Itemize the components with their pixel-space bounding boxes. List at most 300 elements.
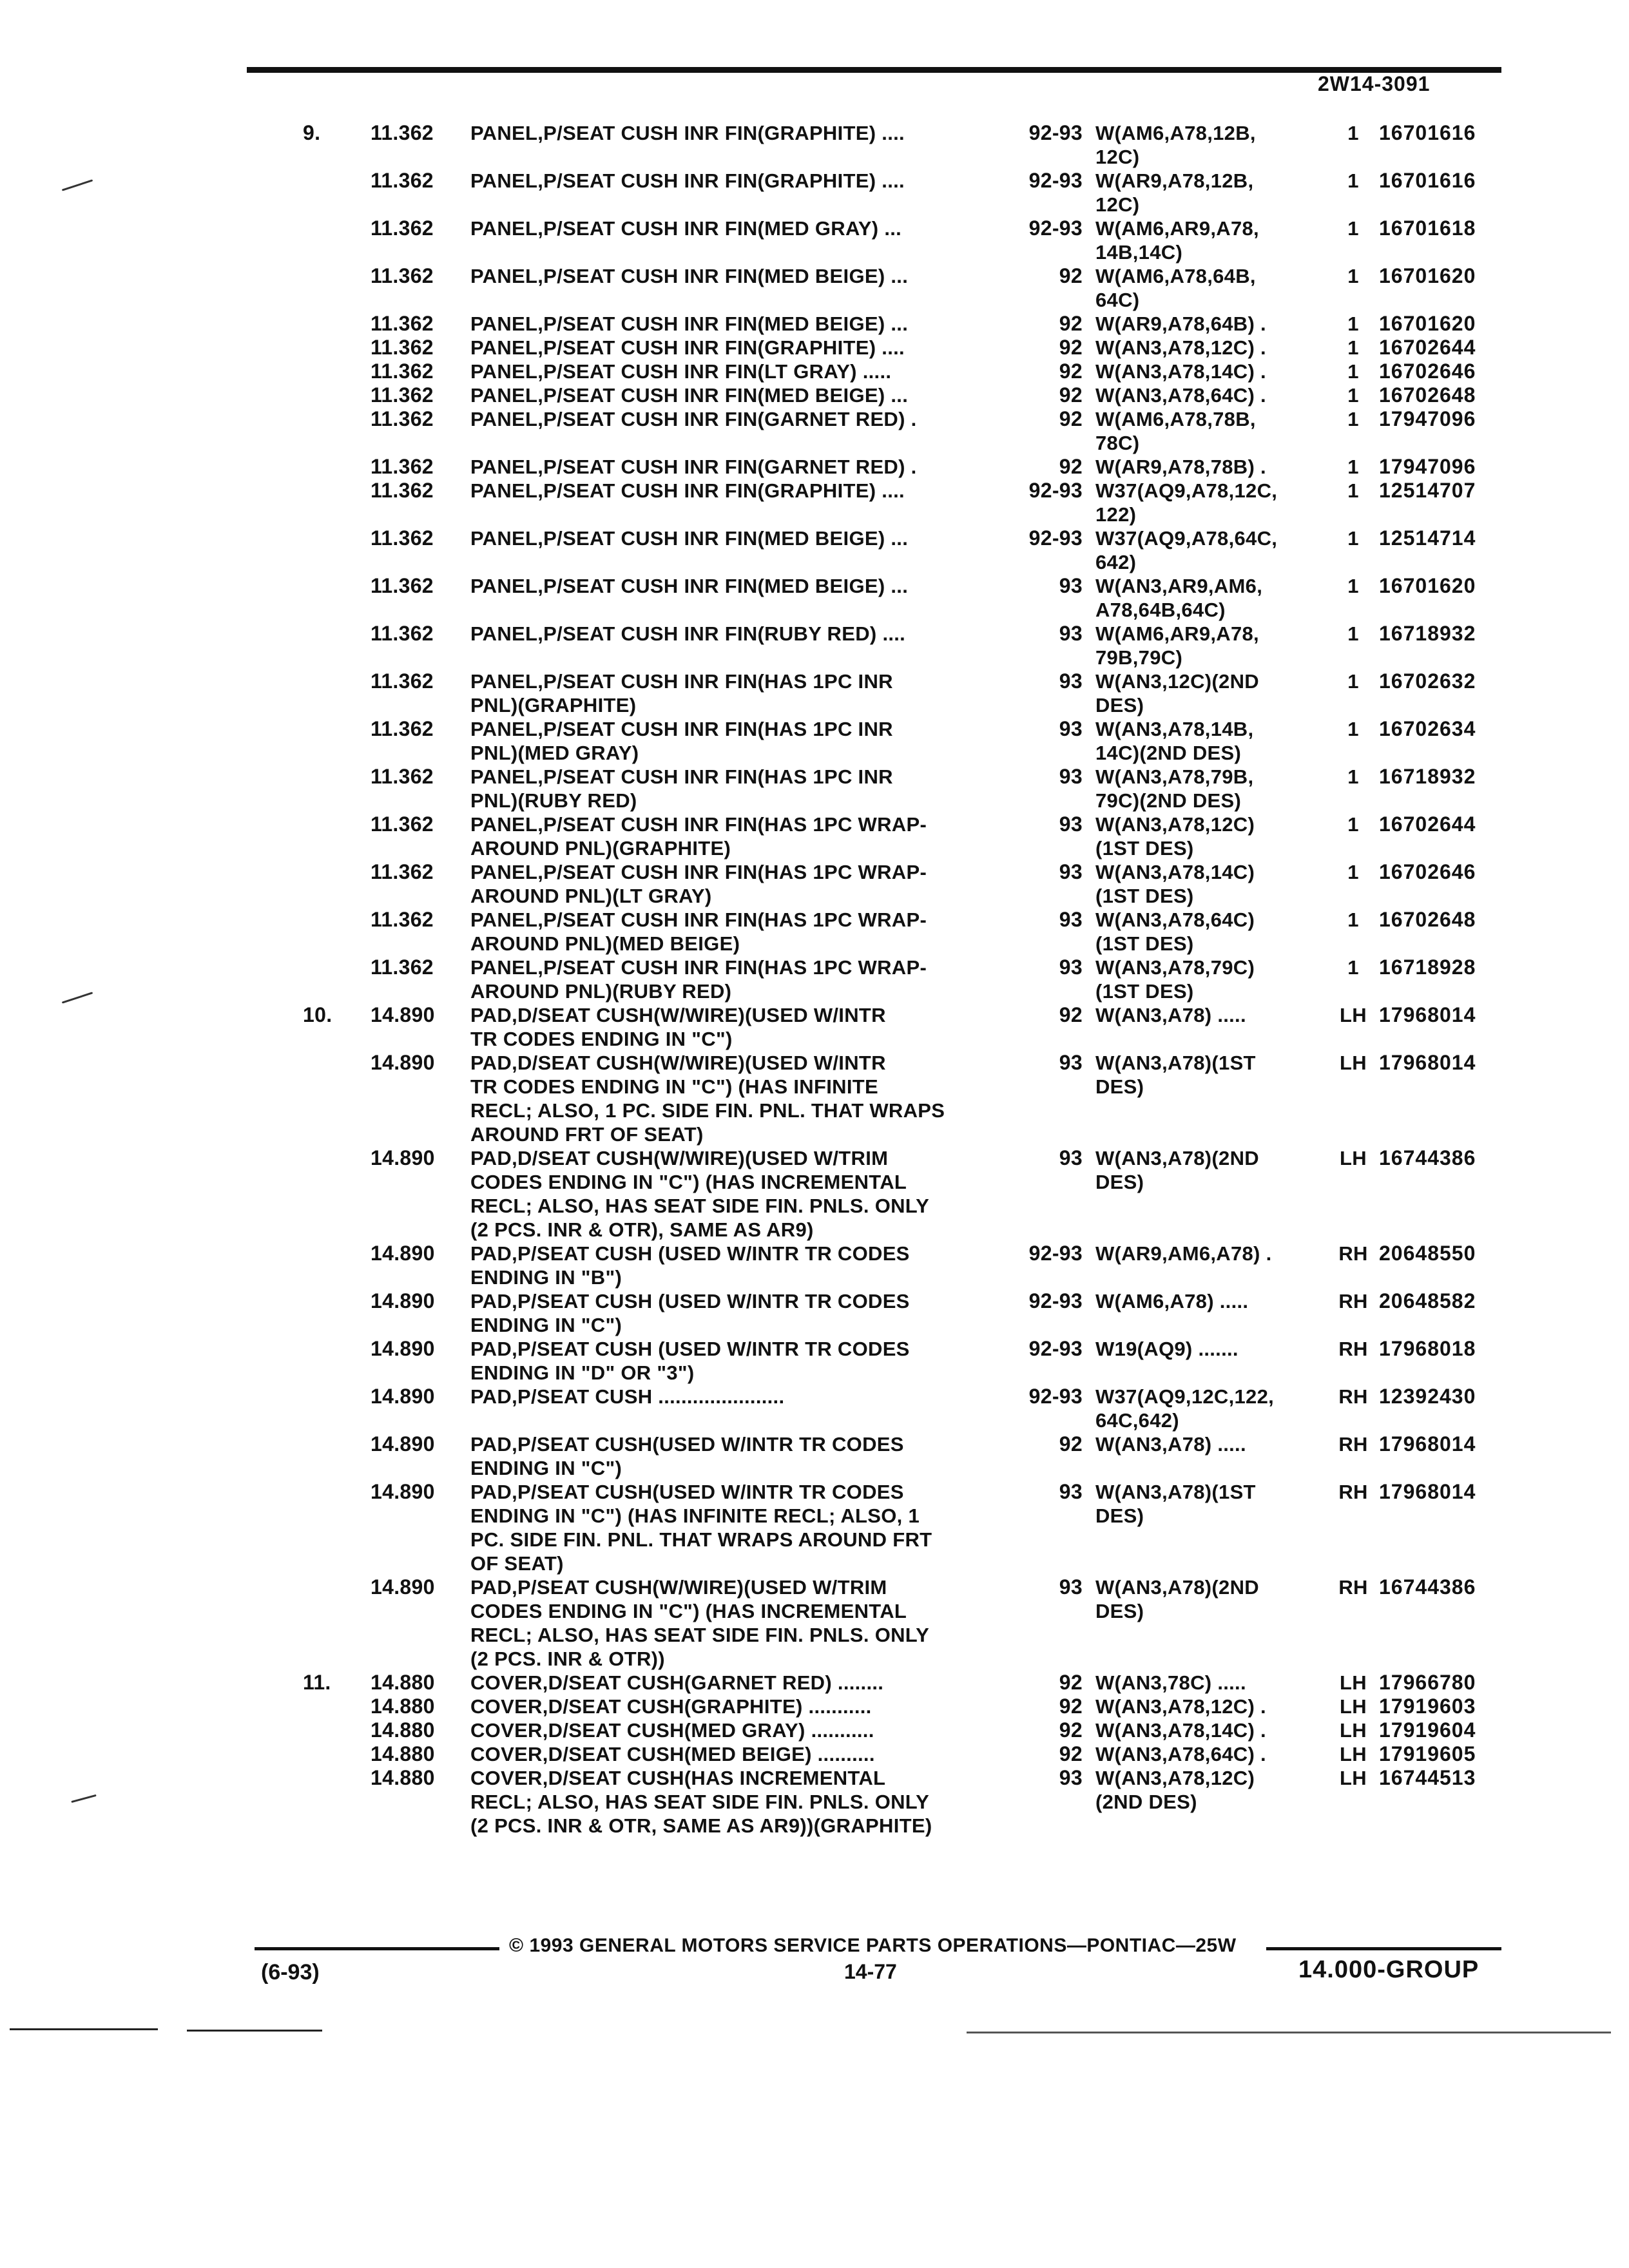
part-name: PAD <box>470 1242 512 1265</box>
quantity: RH <box>1338 1385 1368 1408</box>
part-description <box>470 622 999 646</box>
part-row <box>0 1432 1629 1480</box>
part-name: PANEL <box>470 527 538 550</box>
part-name: COVER <box>470 1671 543 1694</box>
part-detail: ,P/SEAT CUSH INR FIN(MED GRAY) ... <box>537 217 902 240</box>
part-number: 16702646 <box>1379 360 1476 383</box>
part-description <box>470 574 999 598</box>
part-name: PANEL <box>470 384 538 407</box>
part-number: 20648550 <box>1379 1242 1476 1265</box>
part-detail: ,P/SEAT CUSH INR FIN(HAS 1PC INR PNL)(RUBY RED) <box>470 765 893 812</box>
part-row <box>0 860 1629 908</box>
part-name: PANEL <box>470 765 538 788</box>
part-description <box>470 479 999 503</box>
part-number: 16744386 <box>1379 1575 1476 1599</box>
part-detail: ,P/SEAT CUSH INR FIN(HAS 1PC WRAP- AROUND PNL)(GRAPHITE) <box>470 813 927 860</box>
model-year: 93 <box>1059 622 1083 645</box>
usage-codes: W(AN3,A78,12C) (1ST DES) <box>1095 813 1255 860</box>
part-number: 17919604 <box>1379 1718 1476 1742</box>
part-number: 16702646 <box>1379 860 1476 883</box>
part-description <box>470 956 999 1003</box>
part-name: PANEL <box>470 122 538 144</box>
quantity: 1 <box>1347 169 1359 192</box>
part-detail: ,P/SEAT CUSH(USED W/INTR TR CODES ENDING IN "C") <box>470 1433 904 1479</box>
part-detail: ,P/SEAT CUSH INR FIN(HAS 1PC WRAP- AROUND PNL)(MED BEIGE) <box>470 908 927 955</box>
model-year: 93 <box>1059 1051 1083 1074</box>
usage-codes: W(AN3,A78,64C) . <box>1095 1743 1266 1765</box>
quantity: 1 <box>1347 360 1359 383</box>
part-description <box>470 1695 999 1718</box>
usage-codes: W(AN3,A78,14C) . <box>1095 360 1266 383</box>
group-number: 14.880 <box>371 1695 435 1718</box>
quantity: LH <box>1340 1719 1367 1742</box>
model-year: 93 <box>1059 812 1083 836</box>
part-row <box>0 216 1629 264</box>
part-description <box>470 1289 999 1337</box>
part-name: PANEL <box>470 575 538 597</box>
part-number: 17968014 <box>1379 1480 1476 1503</box>
part-description <box>470 1671 999 1695</box>
model-year: 93 <box>1059 1766 1083 1789</box>
quantity: LH <box>1340 1147 1367 1169</box>
part-row <box>0 765 1629 812</box>
group-number: 14.880 <box>371 1766 435 1789</box>
part-name: PAD <box>470 1147 512 1169</box>
usage-codes: W(AN3,A78,64C) . <box>1095 384 1266 407</box>
group-number: 14.890 <box>371 1575 435 1599</box>
group-number: 11.362 <box>371 264 434 287</box>
part-name: PANEL <box>470 217 538 240</box>
part-description <box>470 264 999 288</box>
part-detail: ,P/SEAT CUSH INR FIN(GRAPHITE) .... <box>537 122 905 144</box>
part-detail: ,P/SEAT CUSH ...................... <box>512 1385 785 1408</box>
part-description <box>470 669 999 717</box>
document-id: 2W14-3091 <box>1318 72 1431 95</box>
part-description <box>470 1242 999 1289</box>
model-year: 92-93 <box>1028 526 1083 550</box>
part-number: 16702634 <box>1379 717 1476 740</box>
bottom-scan-line <box>187 2030 322 2032</box>
part-row <box>0 526 1629 574</box>
part-row <box>0 383 1629 407</box>
part-name: PANEL <box>470 908 538 931</box>
part-detail: ,P/SEAT CUSH INR FIN(GARNET RED) . <box>537 408 917 430</box>
group-number: 14.890 <box>371 1003 435 1026</box>
copyright-line: © 1993 GENERAL MOTORS SERVICE PARTS OPERATIONS—PONTIAC—25W <box>509 1935 1237 1956</box>
part-detail: ,P/SEAT CUSH INR FIN(GRAPHITE) .... <box>537 479 905 502</box>
part-number: 16702648 <box>1379 383 1476 407</box>
usage-codes: W(AM6,A78) ..... <box>1095 1290 1249 1312</box>
part-number: 12514707 <box>1379 479 1476 502</box>
quantity: RH <box>1338 1242 1368 1265</box>
part-detail: ,D/SEAT CUSH(GARNET RED) ........ <box>542 1671 884 1694</box>
part-row <box>0 455 1629 479</box>
quantity: LH <box>1340 1695 1367 1718</box>
part-description <box>470 121 999 145</box>
part-number: 16701620 <box>1379 574 1476 597</box>
revision-date: (6-93) <box>261 1960 320 1984</box>
part-description <box>470 1051 999 1146</box>
part-detail: ,P/SEAT CUSH INR FIN(MED BEIGE) ... <box>537 265 909 287</box>
group-number: 14.890 <box>371 1289 435 1312</box>
group-number: 14.890 <box>371 1385 435 1408</box>
part-number: 17947096 <box>1379 407 1476 430</box>
quantity: RH <box>1338 1481 1368 1503</box>
quantity: RH <box>1338 1338 1368 1360</box>
part-name: PANEL <box>470 456 538 478</box>
usage-codes: W(AN3,78C) ..... <box>1095 1671 1246 1694</box>
part-number: 16701620 <box>1379 264 1476 287</box>
part-detail: ,P/SEAT CUSH INR FIN(HAS 1PC WRAP- AROUND PNL)(LT GRAY) <box>470 861 927 907</box>
usage-codes: W(AN3,A78,14C) (1ST DES) <box>1095 861 1255 907</box>
quantity: 1 <box>1347 336 1359 359</box>
usage-codes: W(AN3,A78,14B, 14C)(2ND DES) <box>1095 718 1254 764</box>
part-number: 16701616 <box>1379 121 1476 144</box>
part-name: COVER <box>470 1719 543 1742</box>
group-number: 11.362 <box>371 812 434 836</box>
model-year: 93 <box>1059 574 1083 597</box>
part-name: PANEL <box>470 360 538 383</box>
usage-codes: W19(AQ9) ....... <box>1095 1338 1239 1360</box>
group-number: 11.362 <box>371 383 434 407</box>
usage-codes: W(AN3,A78)(1ST DES) <box>1095 1052 1256 1098</box>
usage-codes: W(AN3,A78,79B, 79C)(2ND DES) <box>1095 765 1254 812</box>
group-number: 14.890 <box>371 1146 435 1169</box>
group-number: 11.362 <box>371 765 434 788</box>
page-number: 14-77 <box>844 1960 897 1983</box>
group-number: 11.362 <box>371 669 434 693</box>
part-name: PAD <box>470 1338 512 1360</box>
model-year: 93 <box>1059 908 1083 931</box>
part-row <box>0 1695 1629 1718</box>
model-year: 92-93 <box>1028 1337 1083 1360</box>
part-description <box>470 336 999 360</box>
usage-codes: W(AN3,A78,12C) . <box>1095 336 1266 359</box>
part-number: 16718932 <box>1379 622 1476 645</box>
usage-codes: W(AN3,A78) ..... <box>1095 1004 1246 1026</box>
part-detail: ,P/SEAT CUSH (USED W/INTR TR CODES ENDING IN "C") <box>470 1290 910 1336</box>
part-detail: ,P/SEAT CUSH (USED W/INTR TR CODES ENDING IN "B") <box>470 1242 910 1289</box>
part-row <box>0 1385 1629 1432</box>
part-name: PAD <box>470 1576 512 1599</box>
part-row <box>0 1718 1629 1742</box>
usage-codes: W(AN3,A78)(1ST DES) <box>1095 1481 1256 1527</box>
part-name: PANEL <box>470 169 538 192</box>
part-number: 17919603 <box>1379 1695 1476 1718</box>
model-year: 92 <box>1059 1003 1083 1026</box>
usage-codes: W(AM6,A78,64B, 64C) <box>1095 265 1256 311</box>
part-number: 17947096 <box>1379 455 1476 478</box>
part-name: PAD <box>470 1052 512 1074</box>
group-number: 11.362 <box>371 169 434 192</box>
part-description <box>470 526 999 550</box>
part-detail: ,P/SEAT CUSH (USED W/INTR TR CODES ENDING IN "D" OR "3") <box>470 1338 910 1384</box>
part-row <box>0 1575 1629 1671</box>
usage-codes: W(AM6,AR9,A78, 79B,79C) <box>1095 622 1259 669</box>
part-number: 17968014 <box>1379 1051 1476 1074</box>
model-year: 92 <box>1059 264 1083 287</box>
part-description <box>470 765 999 812</box>
quantity: 1 <box>1347 479 1359 502</box>
usage-codes: W(AR9,A78,78B) . <box>1095 456 1266 478</box>
model-year: 92-93 <box>1028 216 1083 240</box>
quantity: RH <box>1338 1290 1368 1312</box>
part-description <box>470 360 999 383</box>
model-year: 92 <box>1059 1432 1083 1456</box>
model-year: 93 <box>1059 717 1083 740</box>
group-number: 11.362 <box>371 908 434 931</box>
part-detail: ,P/SEAT CUSH INR FIN(LT GRAY) ..... <box>537 360 892 383</box>
part-number: 16702632 <box>1379 669 1476 693</box>
part-number: 16702644 <box>1379 336 1476 359</box>
usage-codes: W(AN3,A78)(2ND DES) <box>1095 1147 1259 1193</box>
part-name: PANEL <box>470 718 538 740</box>
model-year: 92 <box>1059 1671 1083 1694</box>
part-number: 17919605 <box>1379 1742 1476 1765</box>
part-description <box>470 1337 999 1385</box>
quantity: 1 <box>1347 408 1359 430</box>
group-number: 14.890 <box>371 1051 435 1074</box>
part-name: PAD <box>470 1004 512 1026</box>
quantity: 1 <box>1347 908 1359 931</box>
part-detail: ,P/SEAT CUSH INR FIN(MED BEIGE) ... <box>537 312 909 335</box>
part-detail: ,P/SEAT CUSH INR FIN(HAS 1PC WRAP- AROUND PNL)(RUBY RED) <box>470 956 927 1003</box>
part-number: 20648582 <box>1379 1289 1476 1312</box>
part-number: 16701620 <box>1379 312 1476 335</box>
model-year: 92-93 <box>1028 121 1083 144</box>
part-description <box>470 455 999 479</box>
part-detail: ,D/SEAT CUSH(HAS INCREMENTAL RECL; ALSO, HAS SEAT SIDE FIN. PNLS. ONLY (2 PCS. INR & OTR, SAME AS AR9))(GRAPHITE) <box>470 1767 932 1837</box>
quantity: 1 <box>1347 265 1359 287</box>
part-name: PANEL <box>470 813 538 836</box>
part-detail: ,P/SEAT CUSH INR FIN(MED BEIGE) ... <box>537 384 909 407</box>
part-number: 16701616 <box>1379 169 1476 192</box>
group-number: 11.362 <box>371 360 434 383</box>
group-number: 14.890 <box>371 1242 435 1265</box>
part-number: 16718928 <box>1379 956 1476 979</box>
part-description <box>470 1003 999 1051</box>
group-number: 11.362 <box>371 622 434 645</box>
group-number: 11.362 <box>371 956 434 979</box>
part-name: PANEL <box>470 670 538 693</box>
model-year: 92 <box>1059 383 1083 407</box>
model-year: 92 <box>1059 407 1083 430</box>
quantity: 1 <box>1347 456 1359 478</box>
model-year: 92 <box>1059 1695 1083 1718</box>
quantity: 1 <box>1347 312 1359 335</box>
model-year: 92-93 <box>1028 1289 1083 1312</box>
part-detail: ,P/SEAT CUSH(W/WIRE)(USED W/TRIM CODES ENDING IN "C") (HAS INCREMENTAL RECL; ALSO, HAS SEAT SIDE FIN. PNLS. ONLY (2 PCS. INR & OTR)) <box>470 1576 930 1670</box>
model-year: 93 <box>1059 1146 1083 1169</box>
part-row <box>0 669 1629 717</box>
model-year: 93 <box>1059 1575 1083 1599</box>
part-description <box>470 908 999 956</box>
model-year: 92-93 <box>1028 1242 1083 1265</box>
group-label: 14.000-GROUP <box>1298 1956 1480 1983</box>
quantity: 1 <box>1347 956 1359 979</box>
part-description <box>470 1385 999 1408</box>
part-description <box>470 1575 999 1671</box>
part-description <box>470 717 999 765</box>
quantity: LH <box>1340 1671 1367 1694</box>
part-name: PAD <box>470 1433 512 1456</box>
group-number: 14.890 <box>371 1480 435 1503</box>
part-description <box>470 1766 999 1838</box>
part-description <box>470 169 999 193</box>
group-number: 11.362 <box>371 860 434 883</box>
part-number: 17968014 <box>1379 1003 1476 1026</box>
part-description <box>470 216 999 240</box>
part-row <box>0 574 1629 622</box>
part-row <box>0 1289 1629 1337</box>
usage-codes: W37(AQ9,A78,64C, 642) <box>1095 527 1278 573</box>
part-name: PANEL <box>470 265 538 287</box>
group-number: 11.362 <box>371 526 434 550</box>
item-number: 10. <box>303 1003 333 1026</box>
quantity: LH <box>1340 1767 1367 1789</box>
part-name: PAD <box>470 1385 512 1408</box>
model-year: 92 <box>1059 336 1083 359</box>
model-year: 92 <box>1059 1742 1083 1765</box>
item-number: 9. <box>303 121 321 144</box>
part-name: PAD <box>470 1481 512 1503</box>
part-detail: ,P/SEAT CUSH INR FIN(GRAPHITE) .... <box>537 169 905 192</box>
part-number: 12514714 <box>1379 526 1476 550</box>
part-number: 17968014 <box>1379 1432 1476 1456</box>
part-name: PANEL <box>470 408 538 430</box>
part-description <box>470 312 999 336</box>
part-row <box>0 479 1629 526</box>
part-row <box>0 1742 1629 1766</box>
part-name: COVER <box>470 1767 543 1789</box>
part-detail: ,P/SEAT CUSH INR FIN(RUBY RED) .... <box>537 622 906 645</box>
part-name: PANEL <box>470 336 538 359</box>
part-description <box>470 407 999 431</box>
quantity: 1 <box>1347 217 1359 240</box>
group-number: 11.362 <box>371 407 434 430</box>
part-detail: ,D/SEAT CUSH(W/WIRE)(USED W/INTR TR CODES ENDING IN "C") (HAS INFINITE RECL; ALSO, 1 PC. SIDE FIN. PNL. THAT WRAPS AROUND FRT OF SEAT) <box>470 1052 945 1146</box>
usage-codes: W(AR9,AM6,A78) . <box>1095 1242 1272 1265</box>
part-number: 16701618 <box>1379 216 1476 240</box>
part-description <box>470 1742 999 1766</box>
part-row <box>0 622 1629 669</box>
part-detail: ,D/SEAT CUSH(W/WIRE)(USED W/INTR TR CODES ENDING IN "C") <box>470 1004 886 1050</box>
bottom-scan-line <box>967 2032 1611 2033</box>
group-number: 11.362 <box>371 121 434 144</box>
part-description <box>470 812 999 860</box>
part-row <box>0 1766 1629 1838</box>
part-description <box>470 1146 999 1242</box>
part-number: 16718932 <box>1379 765 1476 788</box>
group-number: 14.880 <box>371 1742 435 1765</box>
usage-codes: W(AN3,A78,12C) . <box>1095 1695 1266 1718</box>
usage-codes: W(AN3,A78,12C) (2ND DES) <box>1095 1767 1255 1813</box>
quantity: 1 <box>1347 861 1359 883</box>
part-row <box>0 1480 1629 1575</box>
part-description <box>470 1718 999 1742</box>
part-number: 12392430 <box>1379 1385 1476 1408</box>
part-row <box>0 1003 1629 1051</box>
quantity: RH <box>1338 1433 1368 1456</box>
model-year: 92 <box>1059 1718 1083 1742</box>
usage-codes: W(AN3,AR9,AM6, A78,64B,64C) <box>1095 575 1263 621</box>
usage-codes: W(AR9,A78,64B) . <box>1095 312 1266 335</box>
group-number: 14.890 <box>371 1432 435 1456</box>
quantity: 1 <box>1347 384 1359 407</box>
part-detail: ,P/SEAT CUSH INR FIN(MED BEIGE) ... <box>537 575 909 597</box>
model-year: 92-93 <box>1028 1385 1083 1408</box>
quantity: RH <box>1338 1576 1368 1599</box>
part-name: PANEL <box>470 622 538 645</box>
part-row <box>0 956 1629 1003</box>
part-detail: ,D/SEAT CUSH(W/WIRE)(USED W/TRIM CODES ENDING IN "C") (HAS INCREMENTAL RECL; ALSO, HAS SEAT SIDE FIN. PNLS. ONLY (2 PCS. INR & OTR), SAME AS AR9) <box>470 1147 930 1241</box>
usage-codes: W(AN3,12C)(2ND DES) <box>1095 670 1259 716</box>
part-number: 17968018 <box>1379 1337 1476 1360</box>
part-name: PANEL <box>470 479 538 502</box>
usage-codes: W(AM6,A78,78B, 78C) <box>1095 408 1256 454</box>
part-row <box>0 717 1629 765</box>
group-number: 11.362 <box>371 336 434 359</box>
part-row <box>0 1146 1629 1242</box>
group-number: 11.362 <box>371 574 434 597</box>
quantity: 1 <box>1347 622 1359 645</box>
usage-codes: W37(AQ9,12C,122, 64C,642) <box>1095 1385 1275 1432</box>
usage-codes: W(AN3,A78) ..... <box>1095 1433 1246 1456</box>
footer-rule-left <box>255 1947 499 1950</box>
quantity: LH <box>1340 1004 1367 1026</box>
part-detail: ,D/SEAT CUSH(MED GRAY) ........... <box>542 1719 874 1742</box>
part-row <box>0 121 1629 169</box>
usage-codes: W(AN3,A78,79C) (1ST DES) <box>1095 956 1255 1003</box>
model-year: 93 <box>1059 956 1083 979</box>
quantity: LH <box>1340 1743 1367 1765</box>
model-year: 92-93 <box>1028 479 1083 502</box>
model-year: 93 <box>1059 1480 1083 1503</box>
part-row <box>0 336 1629 360</box>
model-year: 92 <box>1059 455 1083 478</box>
item-number: 11. <box>303 1671 331 1694</box>
model-year: 93 <box>1059 669 1083 693</box>
part-name: COVER <box>470 1743 543 1765</box>
part-detail: ,D/SEAT CUSH(MED BEIGE) .......... <box>542 1743 875 1765</box>
quantity: LH <box>1340 1052 1367 1074</box>
model-year: 93 <box>1059 765 1083 788</box>
usage-codes: W(AM6,AR9,A78, 14B,14C) <box>1095 217 1259 264</box>
footer-rule-right <box>1266 1947 1501 1950</box>
part-detail: ,P/SEAT CUSH INR FIN(MED BEIGE) ... <box>537 527 909 550</box>
part-row <box>0 1051 1629 1146</box>
part-row <box>0 264 1629 312</box>
quantity: 1 <box>1347 718 1359 740</box>
part-row <box>0 1242 1629 1289</box>
usage-codes: W(AN3,A78)(2ND DES) <box>1095 1576 1259 1622</box>
part-name: PANEL <box>470 312 538 335</box>
part-row <box>0 1337 1629 1385</box>
usage-codes: W(AN3,A78,64C) (1ST DES) <box>1095 908 1255 955</box>
part-description <box>470 1432 999 1480</box>
part-detail: ,P/SEAT CUSH INR FIN(GARNET RED) . <box>537 456 917 478</box>
usage-codes: W37(AQ9,A78,12C, 122) <box>1095 479 1278 526</box>
group-number: 11.362 <box>371 312 434 335</box>
group-number: 11.362 <box>371 479 434 502</box>
group-number: 11.362 <box>371 717 434 740</box>
part-number: 16744386 <box>1379 1146 1476 1169</box>
group-number: 14.880 <box>371 1671 435 1694</box>
group-number: 11.362 <box>371 216 434 240</box>
quantity: 1 <box>1347 122 1359 144</box>
part-description <box>470 383 999 407</box>
part-row <box>0 169 1629 216</box>
